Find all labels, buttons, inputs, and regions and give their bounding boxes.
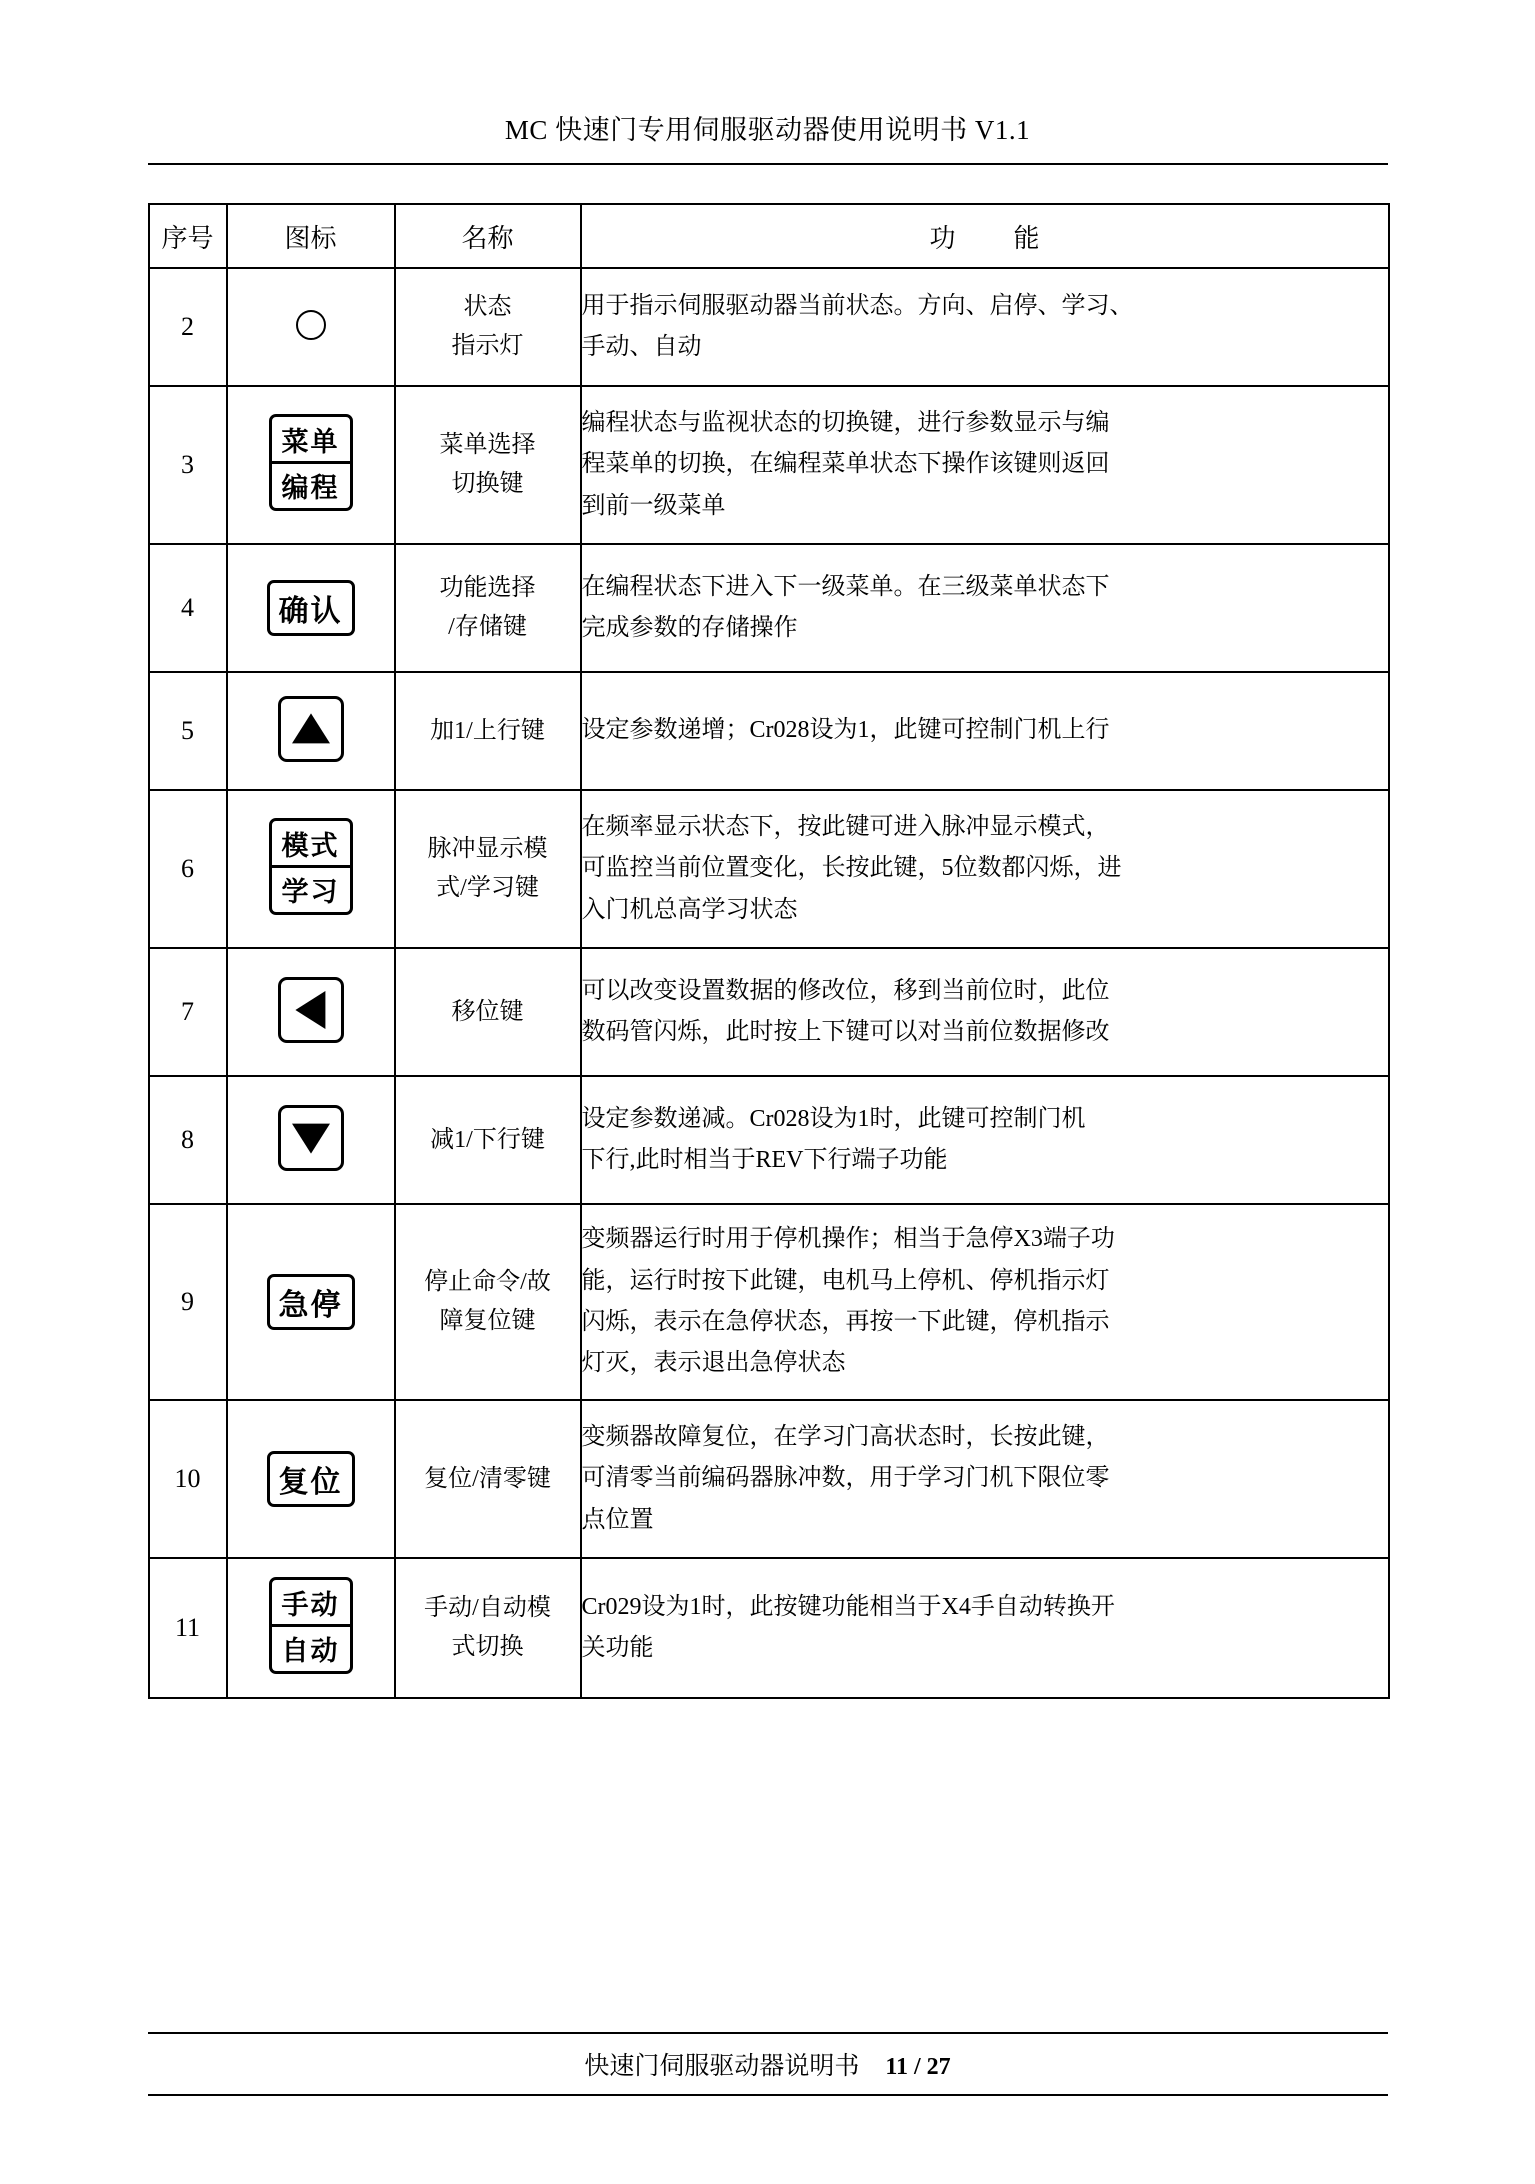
function-line: 变频器故障复位，在学习门高状态时，长按此键， [581,1424,1110,1451]
function-line: 在频率显示状态下，按此键可进入脉冲显示模式， [581,814,1110,841]
status-indicator-circle-icon [296,310,326,340]
function-line: 用于指示伺服驱动器当前状态。方向、启停、学习、 [581,292,1134,319]
table-row [149,1204,1389,1400]
row-function-cell [581,672,1389,790]
function-line: 下行,此时相当于REV下行端子功能 [581,1147,948,1173]
row-name-line1: 移位键 [451,998,524,1025]
column-header-icon: 图标 [227,204,395,268]
header-title: MC 快速门专用伺服驱动器使用说明书 V1.1 [504,115,1031,145]
mode-key-bottom-label: 学习 [281,877,340,907]
function-line: 闪烁，表示在急停状态，再按一下此键，停机指示 [581,1309,1110,1335]
row-name-line1: 脉冲显示模 [427,836,548,863]
function-line: 关功能 [581,1635,654,1661]
row-number: 10 [149,1400,227,1558]
table-row [149,948,1389,1076]
row-name-line1: 复位/清零键 [424,1465,551,1492]
row-icon-cell [227,386,395,544]
column-header-function [581,204,1389,268]
function-line: 编程状态与监视状态的切换键，进行参数显示与编 [581,410,1110,437]
row-icon-cell [227,268,395,386]
page-header [148,0,1388,147]
table-row [149,790,1389,948]
row-icon-cell [227,948,395,1076]
row-name-cell [395,268,581,386]
table-row [149,1400,1389,1558]
row-number: 7 [149,948,227,1076]
row-name-line1: 加1/上行键 [430,717,545,744]
function-line: 变频器运行时用于停机操作；相当于急停X3端子功 [581,1226,1115,1253]
mode-study-key-icon [269,818,353,915]
row-function-cell [581,1400,1389,1558]
row-icon-cell [227,1204,395,1400]
row-name-cell [395,790,581,948]
row-icon-cell [227,1076,395,1204]
row-name-cell [395,1076,581,1204]
manual-key-bottom-label: 自动 [281,1636,340,1666]
table-row [149,672,1389,790]
function-line: Cr029设为1时，此按键功能相当于X4手自动转换开 [581,1593,1115,1620]
row-icon-cell [227,1400,395,1558]
keypad-function-table [148,203,1390,1699]
row-icon-cell [227,544,395,672]
confirm-key-icon [267,580,355,636]
row-number: 5 [149,672,227,790]
row-function-cell [581,1558,1389,1698]
table-row [149,268,1389,386]
page-number: 11 / 27 [885,2054,951,2080]
row-number: 2 [149,268,227,386]
function-line: 数码管闪烁，此时按上下键可以对当前位数据修改 [581,1019,1110,1045]
row-name-cell [395,948,581,1076]
mode-key-top-label: 模式 [272,821,350,868]
row-name-cell [395,1204,581,1400]
function-line: 手动、自动 [581,334,702,360]
menu-program-key-icon [269,414,353,511]
function-line: 到前一级菜单 [581,492,726,519]
arrow-up-key-icon [278,696,344,762]
function-line: 完成参数的存储操作 [581,615,798,641]
function-line: 程菜单的切换，在编程菜单状态下操作该键则返回 [581,451,1110,478]
manual-auto-key-icon [269,1577,353,1674]
row-name-line1: 菜单选择 [439,432,536,459]
row-function-cell [581,1076,1389,1204]
row-number: 11 [149,1558,227,1698]
row-number: 8 [149,1076,227,1204]
reset-key-icon [267,1451,355,1507]
function-line: 可以改变设置数据的修改位，移到当前位时，此位 [581,977,1110,1004]
row-name-cell [395,386,581,544]
row-name-line1: 停止命令/故 [424,1269,551,1296]
function-line: 能，运行时按下此键，电机马上停机、停机指示灯 [581,1267,1110,1294]
row-function-cell [581,544,1389,672]
emergency-stop-key-label: 急停 [278,1289,343,1322]
row-name-line2: 切换键 [451,471,524,497]
row-icon-cell [227,790,395,948]
table-row [149,544,1389,672]
row-name-line2: 式/学习键 [436,875,539,901]
emergency-stop-key-icon [267,1274,355,1330]
row-name-cell [395,1558,581,1698]
row-name-cell [395,544,581,672]
column-header-name: 名称 [395,204,581,268]
row-icon-cell [227,672,395,790]
header-divider [148,163,1388,165]
row-name-cell [395,1400,581,1558]
menu-key-bottom-label: 编程 [281,473,340,503]
function-line: 可清零当前编码器脉冲数，用于学习门机下限位零 [581,1465,1110,1492]
column-header-function-part2: 能 [1013,223,1040,253]
function-line: 设定参数递增；Cr028设为1，此键可控制门机上行 [581,717,1110,744]
row-name-line1: 功能选择 [439,575,536,602]
function-line: 入门机总高学习状态 [581,896,798,923]
confirm-key-label: 确认 [278,595,343,628]
menu-key-top-label: 菜单 [272,417,350,464]
footer-divider-top [148,2032,1388,2034]
row-name-line1: 减1/下行键 [430,1126,545,1153]
row-function-cell [581,948,1389,1076]
function-line: 灯灭，表示退出急停状态 [581,1350,846,1377]
table-row [149,1076,1389,1204]
reset-key-label: 复位 [278,1466,343,1499]
row-name-line2: 式切换 [451,1634,524,1660]
column-header-no: 序号 [149,204,227,268]
function-line: 在编程状态下进入下一级菜单。在三级菜单状态下 [581,573,1110,600]
manual-key-top-label: 手动 [272,1580,350,1627]
row-name-line2: 指示灯 [451,333,524,359]
arrow-left-key-icon [278,977,344,1043]
footer-divider-bottom [148,2094,1388,2096]
table-header-row [149,204,1389,268]
row-function-cell [581,790,1389,948]
row-name-line1: 手动/自动模 [424,1595,551,1622]
row-number: 4 [149,544,227,672]
row-name-line1: 状态 [463,294,512,321]
row-function-cell [581,1204,1389,1400]
arrow-down-key-icon [278,1105,344,1171]
row-name-line2: 障复位键 [439,1308,536,1334]
function-line: 点位置 [581,1506,654,1533]
function-line: 设定参数递减。Cr028设为1时，此键可控制门机 [581,1105,1086,1132]
table-row [149,386,1389,544]
row-function-cell [581,268,1389,386]
keypad-function-table-wrapper [148,203,1388,1699]
row-function-cell [581,386,1389,544]
footer-text: 快速门伺服驱动器说明书 [584,2053,860,2080]
row-name-line2: /存储键 [448,614,527,640]
footer-row [148,2046,1388,2094]
column-header-function-part1: 功 [929,223,956,253]
row-number: 3 [149,386,227,544]
page-footer [148,2032,1388,2096]
row-icon-cell [227,1558,395,1698]
row-name-cell [395,672,581,790]
row-number: 6 [149,790,227,948]
table-row [149,1558,1389,1698]
function-line: 可监控当前位置变化，长按此键，5位数都闪烁，进 [581,855,1122,882]
row-number: 9 [149,1204,227,1400]
